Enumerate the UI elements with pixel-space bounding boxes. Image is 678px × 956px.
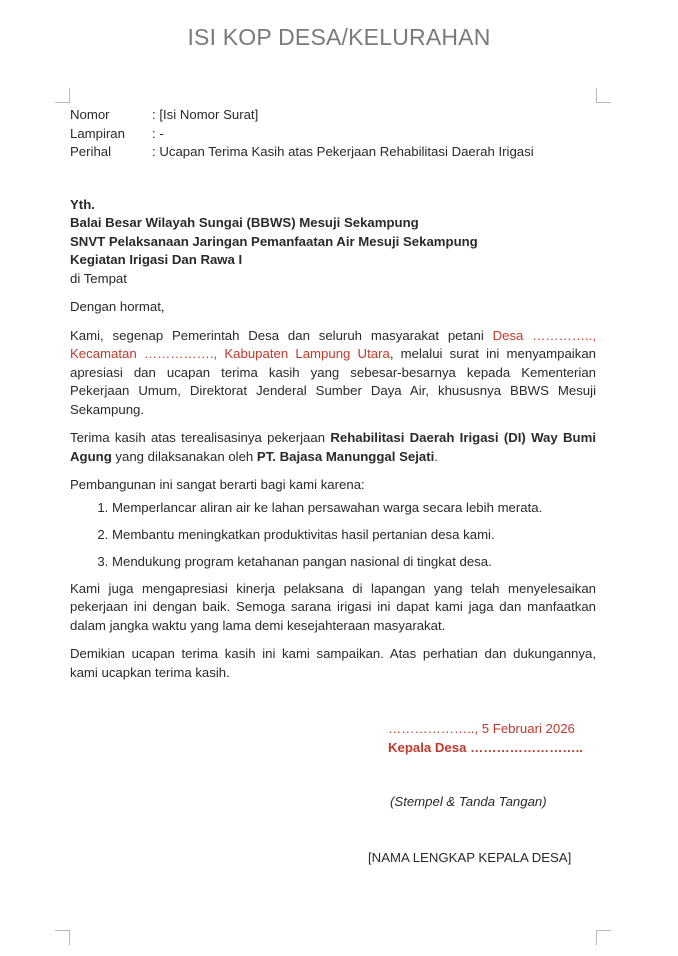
meta-label: Nomor [70, 107, 110, 122]
letterhead-title: ISI KOP DESA/KELURAHAN [187, 24, 491, 50]
address-line: Kegiatan Irigasi Dan Rawa I [70, 252, 243, 267]
text-run-bold: PT. Bajasa Manunggal Sejati [256, 448, 435, 464]
signature-date: ……………….., 5 Februari 2026 [388, 721, 575, 736]
letter-body [70, 106, 596, 682]
list-item: 2. Membantu meningkatkan produktivitas hasil pertanian desa kami. [112, 526, 596, 544]
text-run: Kami, segenap Pemerintah Desa dan seluruh masyarakat petani [70, 327, 493, 343]
paragraph-closing: Demikian ucapan terima kasih ini kami sampaikan. Atas perhatian dan dukungannya, kami ucapkan terima kasih. [70, 646, 596, 680]
signatory-name: [NAMA LENGKAP KEPALA DESA] [368, 850, 572, 865]
text-run: , melalui surat ini menyampaikan apresiasi dan ucapan terima kasih yang sebesar-besarnya kepada Kementerian Pekerjaan Umum, Direktorat Jenderal Sumber Daya Air, khususnya BBWS Mesuji Sekampung. [70, 346, 596, 417]
margin-mark-top-left [55, 88, 70, 103]
paragraph-opening [70, 327, 596, 420]
signature-block [388, 719, 583, 757]
recipient-address [70, 196, 596, 289]
meta-label: Lampiran [70, 125, 125, 141]
text-run-red: Desa ………….., Kecamatan ……………., Kabupaten Lampung Utara [70, 327, 596, 361]
address-yth: Yth. [70, 196, 95, 212]
address-line: Balai Besar Wilayah Sungai (BBWS) Mesuji Sekampung [70, 215, 419, 230]
stamp-placeholder: (Stempel & Tanda Tangan) [390, 794, 547, 809]
margin-mark-bottom-left [55, 930, 70, 945]
paragraph-thanks [70, 429, 596, 466]
meta-row-lampiran [70, 125, 596, 144]
text-run: . [434, 448, 438, 464]
text-run: yang dilaksanakan oleh [111, 448, 257, 464]
meta-value: : - [152, 125, 164, 141]
meta-row-nomor [70, 106, 596, 125]
greeting: Dengan hormat, [70, 299, 165, 314]
text-run-bold: Rehabilitasi Daerah Irigasi (DI) Way Bumi Agung [70, 430, 596, 464]
meta-label: Perihal [70, 144, 112, 159]
list-item: 3. Mendukung program ketahanan pangan nasional di tingkat desa. [112, 553, 596, 571]
list-item: 1. Memperlancar aliran air ke lahan persawahan warga secara lebih merata. [112, 499, 596, 517]
meta-value: : Ucapan Terima Kasih atas Pekerjaan Rehabilitasi Daerah Irigasi [152, 144, 534, 159]
text-run: Terima kasih atas terealisasinya pekerjaan [70, 430, 331, 445]
paragraph-intro-list: Pembangunan ini sangat berarti bagi kami karena: [70, 477, 365, 492]
letter-meta [70, 106, 596, 162]
margin-mark-top-right [596, 88, 611, 103]
reasons-list [70, 499, 596, 571]
paragraph-appreciation: Kami juga mengapresiasi kinerja pelaksana di lapangan yang telah menyelesaikan pekerjaan ini dengan baik. Semoga sarana irigasi ini dapat kami jaga dan manfaatkan dalam jangka waktu yang lama demi kesejahteraan masyarakat. [70, 580, 596, 633]
margin-mark-bottom-right [596, 930, 611, 945]
signature-title: Kepala Desa …………………….. [388, 740, 583, 755]
address-line: SNVT Pelaksanaan Jaringan Pemanfaatan Air Mesuji Sekampung [70, 233, 478, 249]
meta-row-perihal [70, 143, 596, 162]
address-line: di Tempat [70, 270, 127, 286]
meta-value: : [Isi Nomor Surat] [152, 107, 259, 122]
